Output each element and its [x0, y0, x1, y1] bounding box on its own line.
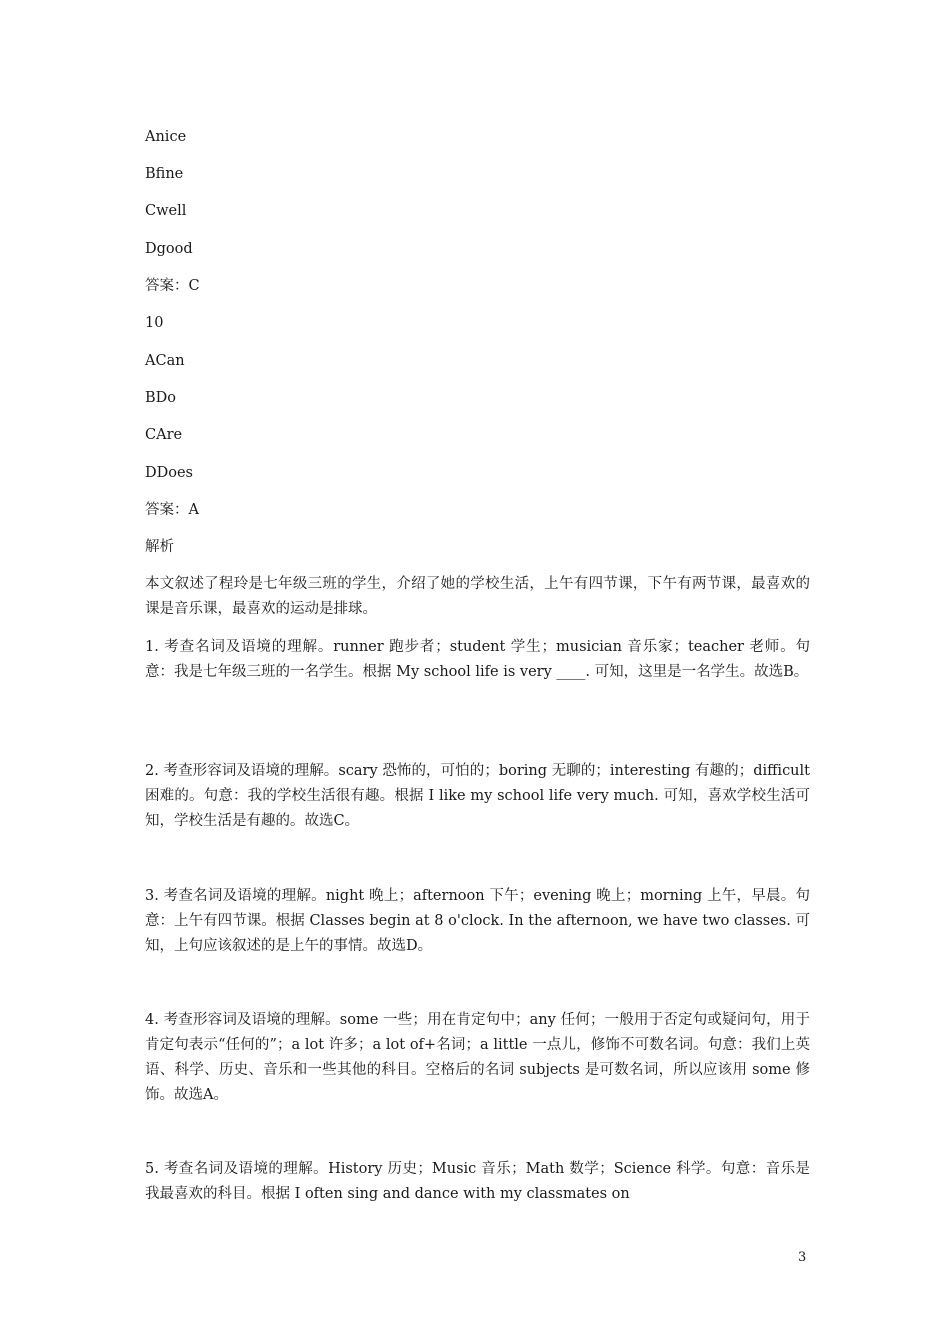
option-q10-b: BDo	[145, 390, 177, 406]
analysis-item-4: 4. 考查形容词及语境的理解。some 一些；用在肯定句中；any 任何；一般用于否定句或疑问句，用于肯定句表示“任何的”；a lot 许多；a lot of+名词；a little 一点儿，修饰不可数名词。句意：我们上英语、科学、历史、音乐和一些其他的科目。空格后的名词 subjects 是可数名词，所以应该用 some 修饰。故选A。	[145, 1012, 810, 1103]
option-q9-c: Cwell	[145, 203, 187, 219]
analysis-item-1: 1. 考查名词及语境的理解。runner 跑步者；student 学生；musician 音乐家；teacher 老师。句意：我是七年级三班的一名学生。根据 My school life is very ____. 可知，这里是一名学生。故选B。	[145, 639, 810, 680]
page-number: 3	[798, 1250, 807, 1265]
option-q9-a: Anice	[145, 129, 187, 145]
answer-q10: 答案：A	[145, 502, 199, 518]
option-q9-b: Bfine	[145, 166, 184, 182]
analysis-heading: 解析	[145, 539, 174, 555]
option-q10-c: CAre	[145, 427, 183, 443]
option-q10-a: ACan	[145, 353, 185, 369]
analysis-item-5: 5. 考查名词及语境的理解。History 历史；Music 音乐；Math 数学；Science 科学。句意：音乐是我最喜欢的科目。根据 I often sing and dance with my classmates on	[145, 1161, 810, 1202]
analysis-item-3: 3. 考查名词及语境的理解。night 晚上；afternoon 下午；evening 晚上；morning 上午，早晨。句意：上午有四节课。根据 Classes begin at 8 o'clock. In the afternoon, we have two classes. 可知，上句应该叙述的是上午的事情。故选D。	[145, 888, 810, 954]
option-q10-d: DDoes	[145, 465, 194, 481]
analysis-item-2: 2. 考查形容词及语境的理解。scary 恐怖的，可怕的；boring 无聊的；interesting 有趣的；difficult 困难的。句意：我的学校生活很有趣。根据 I like my school life very much. 可知，喜欢学校生活可知，学校生活是有趣的。故选C。	[145, 763, 810, 829]
option-q9-d: Dgood	[145, 241, 193, 257]
analysis-summary: 本文叙述了程玲是七年级三班的学生，介绍了她的学校生活，上午有四节课，下午有两节课，最喜欢的课是音乐课，最喜欢的运动是排球。	[145, 576, 810, 617]
answer-q9: 答案：C	[145, 278, 200, 294]
question-number-10: 10	[145, 315, 164, 331]
